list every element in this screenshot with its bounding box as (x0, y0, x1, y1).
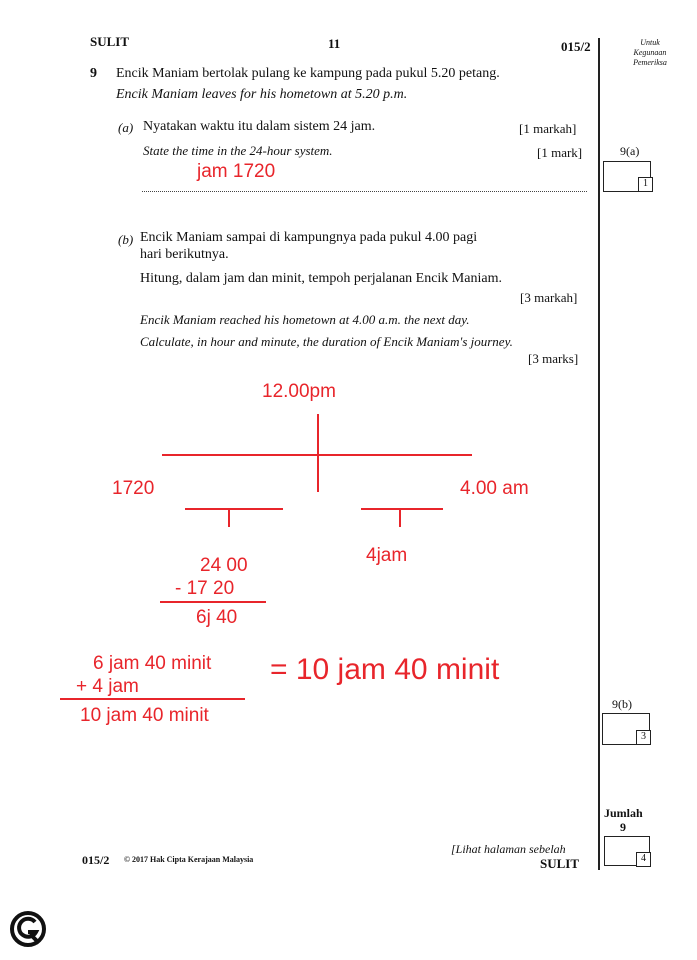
part-a-label: (a) (118, 120, 134, 135)
margin-divider (598, 38, 600, 870)
working-after-midnight: 4jam (366, 545, 408, 566)
margin-label-9b: 9(b) (612, 697, 632, 711)
timeline-vertical-mark (317, 414, 319, 492)
bracket-left-bar (185, 508, 283, 510)
total-label: Jumlah (604, 806, 643, 820)
max-mark-9a: 1 (638, 177, 653, 192)
subtraction-line (160, 601, 266, 603)
question-intro-ms: Encik Maniam bertolak pulang ke kampung pada pukul 5.20 petang. (116, 66, 500, 81)
page-number: 11 (328, 36, 341, 51)
margin-label-9a: 9(a) (620, 144, 640, 158)
part-b-marks-en: [3 marks] (528, 351, 579, 366)
bracket-right-stem (399, 509, 401, 527)
sulit-header: SULIT (90, 34, 130, 49)
subtraction-bottom: - 17 20 (175, 578, 235, 599)
part-a-marks-en: [1 mark] (537, 145, 583, 160)
footer-sulit: SULIT (540, 856, 580, 871)
timeline-line (162, 454, 472, 456)
part-b-text-ms-2: hari berikutnya. (140, 247, 229, 262)
working-noon-label: 12.00pm (262, 381, 336, 402)
addition-top: 6 jam 40 minit (93, 653, 212, 674)
part-a-marks-ms: [1 markah] (519, 121, 577, 136)
part-b-text-en-2: Calculate, in hour and minute, the duration of Encik Maniam's journey. (140, 334, 513, 349)
brand-logo-icon (9, 910, 47, 948)
addition-line (60, 698, 245, 700)
footer-copyright: © 2017 Hak Cipta Kerajaan Malaysia (124, 855, 254, 864)
working-start-time: 1720 (112, 478, 155, 499)
answer-line (142, 191, 587, 192)
max-mark-total: 4 (636, 852, 651, 867)
working-end-time: 4.00 am (460, 478, 529, 499)
bracket-right-bar (361, 508, 443, 510)
subtraction-result: 6j 40 (196, 607, 238, 628)
final-answer: = 10 jam 40 minit (270, 653, 500, 686)
part-a-answer: jam 1720 (197, 161, 276, 182)
paper-code: 015/2 (561, 39, 591, 54)
part-b-text-en-1: Encik Maniam reached his hometown at 4.00 a.m. the next day. (140, 312, 470, 327)
footer-next-page: [Lihat halaman sebelah (451, 842, 566, 856)
part-a-text-en: State the time in the 24-hour system. (143, 143, 333, 158)
total-question: 9 (620, 820, 626, 834)
part-b-label: (b) (118, 232, 134, 247)
question-intro-en: Encik Maniam leaves for his hometown at 5.20 p.m. (116, 87, 408, 102)
part-a-text-ms: Nyatakan waktu itu dalam sistem 24 jam. (143, 119, 376, 134)
bracket-left-stem (228, 509, 230, 527)
max-mark-9b: 3 (636, 730, 651, 745)
part-b-text-ms-3: Hitung, dalam jam dan minit, tempoh perjalanan Encik Maniam. (140, 271, 502, 286)
addition-bottom: + 4 jam (76, 676, 139, 697)
subtraction-top: 24 00 (200, 555, 248, 576)
examiner-note: Untuk Kegunaan Pemeriksa (633, 38, 667, 67)
addition-result: 10 jam 40 minit (80, 705, 209, 726)
question-number: 9 (90, 66, 97, 81)
footer-code: 015/2 (82, 853, 110, 867)
part-b-marks-ms: [3 markah] (520, 290, 578, 305)
part-b-text-ms-1: Encik Maniam sampai di kampungnya pada pukul 4.00 pagi (140, 230, 478, 245)
